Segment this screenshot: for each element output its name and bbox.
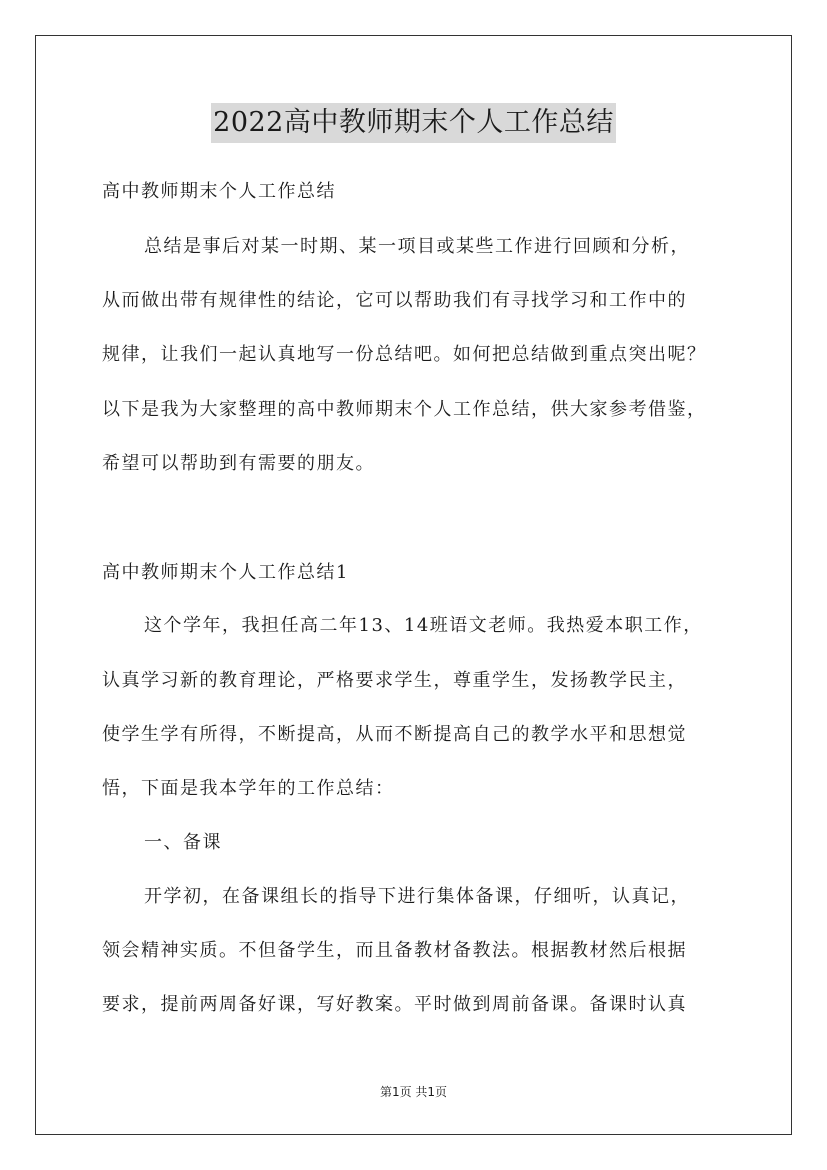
paragraph-line: 从而做出带有规律性的结论，它可以帮助我们有寻找学习和工作中的 [102,290,687,311]
paragraph-line: 悟，下面是我本学年的工作总结： [102,778,395,799]
paragraph-line: 规律，让我们一起认真地写一份总结吧。如何把总结做到重点突出呢？ [102,344,707,365]
subtitle-line: 高中教师期末个人工作总结 [102,181,336,202]
paragraph-line: 使学生学有所得，不断提高，从而不断提高自己的教学水平和思想觉 [102,724,687,745]
subsection-heading: 一、备课 [144,832,222,853]
paragraph-line: 总结是事后对某一时期、某一项目或某些工作进行回顾和分析， [144,236,690,257]
title-container [0,103,827,143]
paragraph-line: 这个学年，我担任高二年13、14班语文老师。我热爱本职工作， [144,615,703,636]
page-footer: 第1页 共1页 [379,1085,448,1099]
paragraph-line: 要求，提前两周备好课，写好教案。平时做到周前备课。备课时认真 [102,994,687,1015]
paragraph-line: 认真学习新的教育理论，严格要求学生，尊重学生，发扬教学民主， [102,670,687,691]
paragraph-line: 开学初，在备课组长的指导下进行集体备课，仔细听，认真记， [144,886,690,907]
section-heading: 高中教师期末个人工作总结1 [102,562,349,583]
document-title: 2022高中教师期末个人工作总结 [211,103,616,143]
paragraph-line: 领会精神实质。不但备学生，而且备教材备教法。根据教材然后根据 [102,940,687,961]
paragraph-line: 以下是我为大家整理的高中教师期末个人工作总结，供大家参考借鉴， [102,399,707,420]
paragraph-line: 希望可以帮助到有需要的朋友。 [102,453,375,474]
